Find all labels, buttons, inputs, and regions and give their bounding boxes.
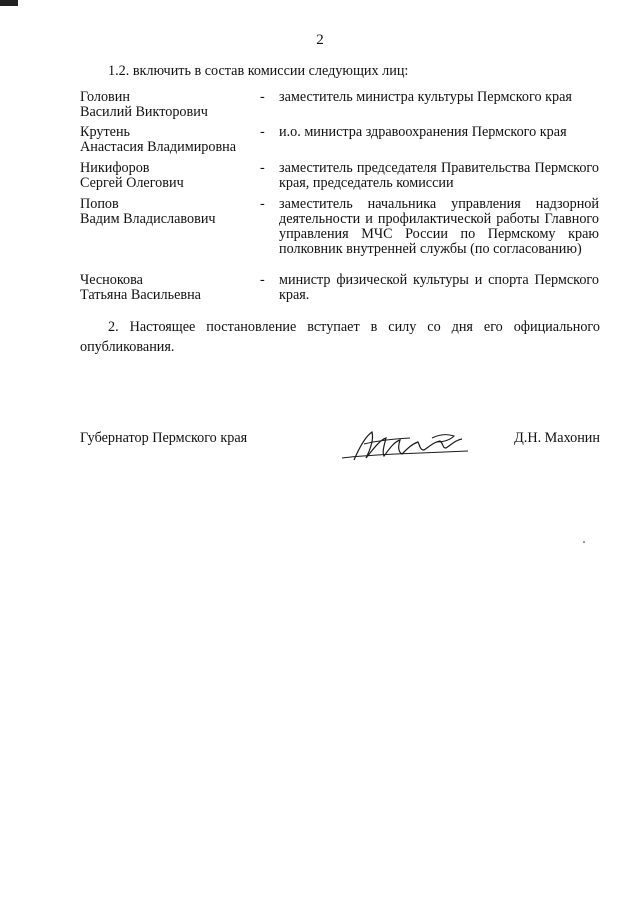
member-dash: - xyxy=(260,272,265,288)
clause-2-paragraph: 2. Настоящее постановление вступает в силу со дня его официального опубликования. xyxy=(80,319,600,355)
handwritten-signature xyxy=(336,426,476,466)
member-name xyxy=(80,90,260,120)
member-surname: Никифоров xyxy=(80,160,150,176)
member-dash: - xyxy=(260,196,265,212)
member-name xyxy=(80,161,260,191)
member-position: и.о. министра здравоохранения Пермского края xyxy=(279,124,567,140)
member-surname: Крутень xyxy=(80,124,131,140)
member-given-names: Вадим Владиславович xyxy=(80,211,216,227)
member-position: заместитель начальника управления надзорной деятельности и профилактической работы Главного управления МЧС России по Пермскому краю полковник внутренней службы (по согласованию) xyxy=(279,196,599,257)
member-given-names: Анастасия Владимировна xyxy=(80,139,237,155)
member-name xyxy=(80,125,260,155)
member-given-names: Василий Викторович xyxy=(80,104,208,120)
member-surname: Головин xyxy=(80,89,130,105)
scan-artifact xyxy=(0,0,18,6)
member-surname: Попов xyxy=(80,196,119,212)
scan-artifact xyxy=(583,541,585,543)
member-given-names: Татьяна Васильевна xyxy=(80,287,201,303)
member-position: министр физической культуры и спорта Пермского края. xyxy=(279,272,599,303)
member-position: заместитель министра культуры Пермского края xyxy=(279,89,572,105)
member-name xyxy=(80,197,260,227)
member-position: заместитель председателя Правительства Пермского края, председатель комиссии xyxy=(279,160,599,191)
member-name xyxy=(80,273,260,303)
member-given-names: Сергей Олегович xyxy=(80,175,184,191)
signer-title: Губернатор Пермского края xyxy=(80,430,248,446)
signer-name: Д.Н. Махонин xyxy=(514,430,600,446)
member-dash: - xyxy=(260,89,265,105)
member-surname: Чеснокова xyxy=(80,272,143,288)
member-dash: - xyxy=(260,160,265,176)
member-dash: - xyxy=(260,124,265,140)
signature-block xyxy=(80,426,600,466)
page-number: 2 xyxy=(316,32,324,48)
intro-clause: 1.2. включить в состав комиссии следующих лиц: xyxy=(108,63,409,79)
